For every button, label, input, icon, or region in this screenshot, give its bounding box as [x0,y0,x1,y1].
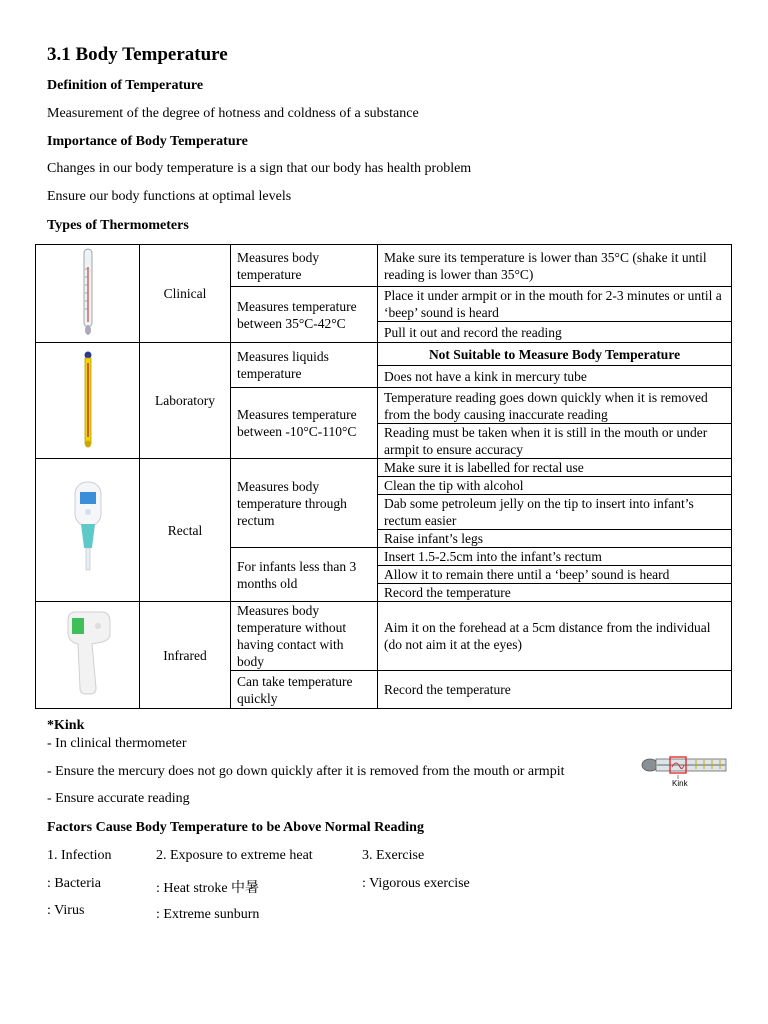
feature-cell: Measures temperature between 35°C-42°C [231,287,378,343]
kink-point: - Ensure accurate reading [47,791,190,806]
kink-heading: *Kink [47,718,85,733]
feature-cell: Measures liquids temperature [231,343,378,388]
clinical-thermometer-icon [73,247,103,337]
feature-cell: Can take temperature quickly [231,671,378,709]
importance-point: Changes in our body temperature is a sign that our body has health problem [47,161,472,176]
note-cell: Place it under armpit or in the mouth for 2-3 minutes or until a ‘beep’ sound is heard [378,287,732,322]
feature-cell: Measures body temperature through rectum [231,459,378,548]
page-title: 3.1 Body Temperature [47,44,228,65]
note-cell: Reading must be taken when it is still in the mouth or under armpit to ensure accuracy [378,424,732,459]
factor-item: : Virus [47,903,85,918]
note-cell: Insert 1.5-2.5cm into the infant’s rectum [378,548,732,566]
factor-item: : Bacteria [47,876,102,891]
note-cell: Record the temperature [378,584,732,602]
rectal-thermometer-image [36,459,140,602]
type-clinical: Clinical [140,245,231,343]
note-cell: Does not have a kink in mercury tube [378,366,732,388]
note-cell: Raise infant’s legs [378,530,732,548]
note-cell: Make sure it is labelled for rectal use [378,459,732,477]
note-cell: Allow it to remain there until a ‘beep’ sound is heard [378,566,732,584]
note-cell: Temperature reading goes down quickly when it is removed from the body causing inaccurate reading [378,388,732,424]
factor-exercise: 3. Exercise [362,848,425,863]
types-heading: Types of Thermometers [47,218,189,233]
kink-point: - Ensure the mercury does not go down quickly after it is removed from the mouth or armpit [47,764,565,779]
factor-item: : Extreme sunburn [156,907,260,922]
importance-point: Ensure our body functions at optimal levels [47,189,292,204]
factors-heading: Factors Cause Body Temperature to be Above Normal Reading [47,820,424,835]
kink-label: Kink [672,779,688,788]
kink-point: - In clinical thermometer [47,736,187,751]
type-rectal: Rectal [140,459,231,602]
factor-infection: 1. Infection [47,848,112,863]
laboratory-thermometer-icon [73,349,103,449]
note-cell: Clean the tip with alcohol [378,477,732,495]
note-cell: Make sure its temperature is lower than 35°C (shake it until reading is lower than 35°C) [378,245,732,287]
factor-heat: 2. Exposure to extreme heat [156,848,313,863]
rectal-thermometer-icon [63,478,113,578]
feature-cell: Measures body temperature without having contact with body [231,602,378,671]
feature-cell: Measures body temperature [231,245,378,287]
factor-item: : Heat stroke 中暑 [156,881,260,896]
note-cell: Dab some petroleum jelly on the tip to insert into infant’s rectum easier [378,495,732,530]
infrared-thermometer-image [36,602,140,709]
infrared-thermometer-icon [58,608,118,698]
type-laboratory: Laboratory [140,343,231,459]
importance-heading: Importance of Body Temperature [47,134,248,149]
kink-diagram [640,745,730,793]
type-infrared: Infrared [140,602,231,709]
thermometer-table [35,244,732,709]
note-cell-warning: Not Suitable to Measure Body Temperature [378,343,732,366]
factor-item: : Vigorous exercise [362,876,470,891]
feature-cell: Measures temperature between -10°C-110°C [231,388,378,459]
definition-heading: Definition of Temperature [47,78,204,93]
feature-cell: For infants less than 3 months old [231,548,378,602]
definition-text: Measurement of the degree of hotness and coldness of a substance [47,106,419,121]
laboratory-thermometer-image [36,343,140,459]
clinical-thermometer-image [36,245,140,343]
note-cell: Aim it on the forehead at a 5cm distance from the individual (do not aim it at the eyes) [378,602,732,671]
note-cell: Record the temperature [378,671,732,709]
note-cell: Pull it out and record the reading [378,322,732,343]
